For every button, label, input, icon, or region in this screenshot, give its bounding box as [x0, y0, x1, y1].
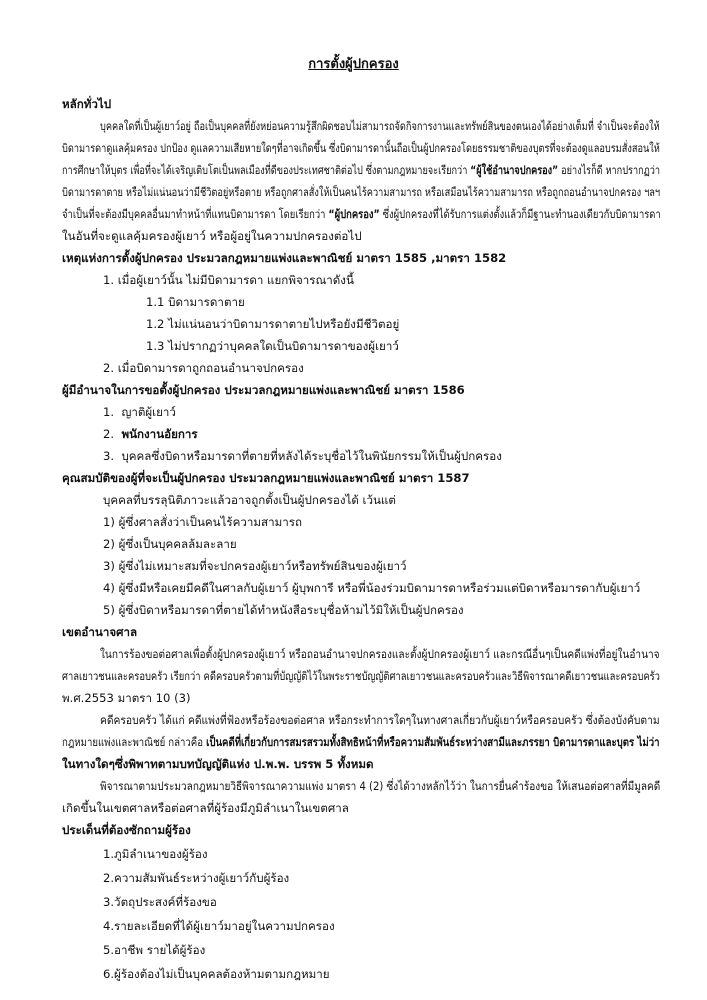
- list-item: [103, 404, 176, 420]
- list-item: 2) ผู้ซึ่งเป็นบุคคลล้มละลาย: [103, 537, 237, 551]
- section-heading-questions: ประเด็นที่ต้องซักถามผู้ร้อง: [62, 823, 191, 837]
- list-item: [103, 426, 198, 442]
- list-item: 1. เมื่อผู้เยาว์นั้น ไม่มีบิดามารดา แยกพิจารณาดังนี้: [103, 273, 354, 287]
- sub-list-item: 1.2 ไม่แน่นอนว่าบิดามารดาตายไปหรือยังมีชีวิตอยู่: [146, 317, 400, 331]
- list-item: 2. เมื่อบิดามารดาถูกถอนอำนาจปกครอง: [103, 361, 304, 375]
- paragraph-line: บิดามารดาตาย หรือไม่แน่นอนว่ามีชีวิตอยู่หรือตาย หรือถูกศาลสั่งให้เป็นคนไร้ความสามารถ หรือเสมือนไร้ความสามารถ หรือถูกถอนอำนาจปกครอง ฯลฯ: [62, 185, 661, 199]
- emphasis-text: เป็นคดีที่เกี่ยวกับการสมรสรวมทั้งสิทธิหน้าที่หรือความสัมพันธ์ระหว่างสามีและภรรยา บิดามารดาและบุตร ไม่ว่า: [206, 735, 660, 749]
- paragraph-line: ศาลเยาวชนและครอบครัว เรียกว่า คดีครอบครัวตามที่บัญญัติไว้ในพระราชบัญญัติศาลเยาวชนและครอบครัวและวิธีพิจารณาคดีเยาวชนและครอบครัว: [62, 669, 660, 683]
- list-item: 2.ความสัมพันธ์ระหว่างผู้เยาว์กับผู้ร้อง: [103, 871, 290, 885]
- section-heading-jurisdiction: เขตอำนาจศาล: [62, 625, 138, 639]
- paragraph-line: [62, 162, 660, 178]
- section-heading-petitioners: ผู้มีอำนาจในการขอตั้งผู้ปกครอง ประมวลกฎหมายแพ่งและพาณิชย์ มาตรา 1586: [62, 383, 465, 397]
- paragraph-line: เกิดขึ้นในเขตศาลหรือต่อศาลที่ผู้ร้องมีภูมิลำเนาในเขตศาล: [62, 801, 349, 815]
- term-guardian: “ผู้ปกครอง”: [328, 207, 380, 221]
- list-item: 1.ภูมิลำเนาของผู้ร้อง: [103, 847, 208, 861]
- text-span: กฎหมายแพ่งและพาณิชย์ กล่าวคือ: [62, 735, 207, 749]
- list-item: 5.อาชีพ รายได้ผู้ร้อง: [103, 943, 206, 957]
- list-item: [103, 448, 502, 464]
- paragraph-line: คดีครอบครัว ได้แก่ คดีแพ่งที่ฟ้องหรือร้องขอต่อศาล หรือกระทำการใดๆในทางศาลเกี่ยวกับผู้เยาว์หรือครอบครัว ซึ่งต้องบังคับตาม: [100, 713, 660, 727]
- list-text: ญาติผู้เยาว์: [121, 405, 176, 419]
- text-span: จำเป็นที่จะต้องมีบุคคลอื่นมาทำหน้าที่แทนบิดามารดา โดยเรียกว่า: [62, 207, 329, 221]
- text-span: ซึ่งผู้ปกครองที่ได้รับการแต่งตั้งแล้วก็มีฐานะทำนองเดียวกับบิดามารดา: [379, 207, 661, 221]
- text-span: อย่างไรก็ดี หากปรากฏว่า: [558, 163, 661, 177]
- list-item: 6.ผู้ร้องต้องไม่เป็นบุคคลต้องห้ามตามกฎหมาย: [103, 967, 330, 981]
- list-number: 2.: [103, 427, 115, 441]
- paragraph-line: บุคคลที่บรรลุนิติภาวะแล้วอาจถูกตั้งเป็นผู้ปกครองได้ เว้นแต่: [103, 493, 396, 507]
- list-number: 1.: [103, 405, 115, 419]
- sub-list-item: 1.3 ไม่ปรากฏว่าบุคคลใดเป็นบิดามารดาของผู้เยาว์: [146, 339, 399, 353]
- list-item: 3.วัตถุประสงค์ที่ร้องขอ: [103, 895, 217, 909]
- list-item: 4) ผู้ซึ่งมีหรือเคยมีคดีในศาลกับผู้เยาว์ ผู้บุพการี หรือพี่น้องร่วมบิดามารดาหรือร่วมแต่บิดาหรือมารดากับผู้เยาว์: [103, 581, 641, 595]
- term-guardian-power: “ผู้ใช้อำนาจปกครอง”: [470, 163, 559, 177]
- text-span: การศึกษาให้บุตร เพื่อที่จะได้เจริญเติบโตเป็นพลเมืองที่ดีของประเทศชาติต่อไป ซึ่งตามกฎหมายจะเรียกว่า: [62, 163, 471, 177]
- paragraph-line: [62, 206, 661, 222]
- list-number: 3.: [103, 449, 115, 463]
- paragraph-line: พิจารณาตามประมวลกฎหมายวิธีพิจารณาความแพ่ง มาตรา 4 (2) ซึ่งได้วางหลักไว้ว่า ในการยื่นคำร้องขอ ให้เสนอต่อศาลที่มีมูลคดี: [100, 779, 661, 793]
- list-text: พนักงานอัยการ: [121, 427, 198, 441]
- list-text: บุคคลซึ่งบิดาหรือมารดาที่ตายที่หลังได้ระบุชื่อไว้ในพินัยกรรมให้เป็นผู้ปกครอง: [121, 449, 502, 463]
- sub-list-item: 1.1 บิดามารดาตาย: [146, 295, 245, 309]
- paragraph-line: บุคคลใดที่เป็นผู้เยาว์อยู่ ถือเป็นบุคคลที่ยังหย่อนความรู้สึกผิดชอบไม่สามารถจัดกิจการงานและทรัพย์สินของตนเองได้อย่างเต็มที่ จำเป็นจะต้องให้: [100, 119, 660, 133]
- list-item: 1) ผู้ซึ่งศาลสั่งว่าเป็นคนไร้ความสามารถ: [103, 515, 303, 529]
- paragraph-line: บิดามารดาดูแลคุ้มครอง ปกป้อง ดูแลความเสียหายใดๆที่อาจเกิดขึ้น ซึ่งบิดามารดานั้นถือเป็นผู้ปกครองโดยธรรมชาติของบุตรที่จะต้องดูแลอบรมสั่งสอนให้: [62, 141, 660, 155]
- paragraph-line: [62, 734, 659, 750]
- list-item: 5) ผู้ซึ่งบิดาหรือมารดาที่ตายได้ทำหนังสือระบุชื่อห้ามไว้มิให้เป็นผู้ปกครอง: [103, 603, 464, 617]
- section-heading-qualifications: คุณสมบัติของผู้ที่จะเป็นผู้ปกครอง ประมวลกฎหมายแพ่งและพาณิชย์ มาตรา 1587: [62, 471, 470, 485]
- list-item: 4.รายละเอียดที่ได้ผู้เยาว์มาอยู่ในความปกครอง: [103, 919, 335, 933]
- section-heading-general: หลักทั่วไป: [62, 97, 112, 111]
- paragraph-line: ในทางใดๆซึ่งพิพาทตามบทบัญญัติแห่ง ป.พ.พ. บรรพ 5 ทั้งหมด: [62, 757, 374, 771]
- page-title: การตั้งผู้ปกครอง: [308, 57, 399, 72]
- list-item: 3) ผู้ซึ่งไม่เหมาะสมที่จะปกครองผู้เยาว์หรือทรัพย์สินของผู้เยาว์: [103, 559, 407, 573]
- paragraph-line: ในการร้องขอต่อศาลเพื่อตั้งผู้ปกครองผู้เยาว์ หรือถอนอำนาจปกครองและตั้งผู้ปกครองผู้เยาว์ และกรณีอื่นๆเป็นคดีแพ่งที่อยู่ในอำนาจ: [100, 647, 660, 661]
- paragraph-line: พ.ศ.2553 มาตรา 10 (3): [62, 691, 191, 705]
- paragraph-line: ในอันที่จะดูแลคุ้มครองผู้เยาว์ หรือผู้อยู่ในความปกครองต่อไป: [62, 229, 362, 243]
- section-heading-causes: เหตุแห่งการตั้งผู้ปกครอง ประมวลกฎหมายแพ่งและพาณิชย์ มาตรา 1585 ,มาตรา 1582: [62, 251, 507, 265]
